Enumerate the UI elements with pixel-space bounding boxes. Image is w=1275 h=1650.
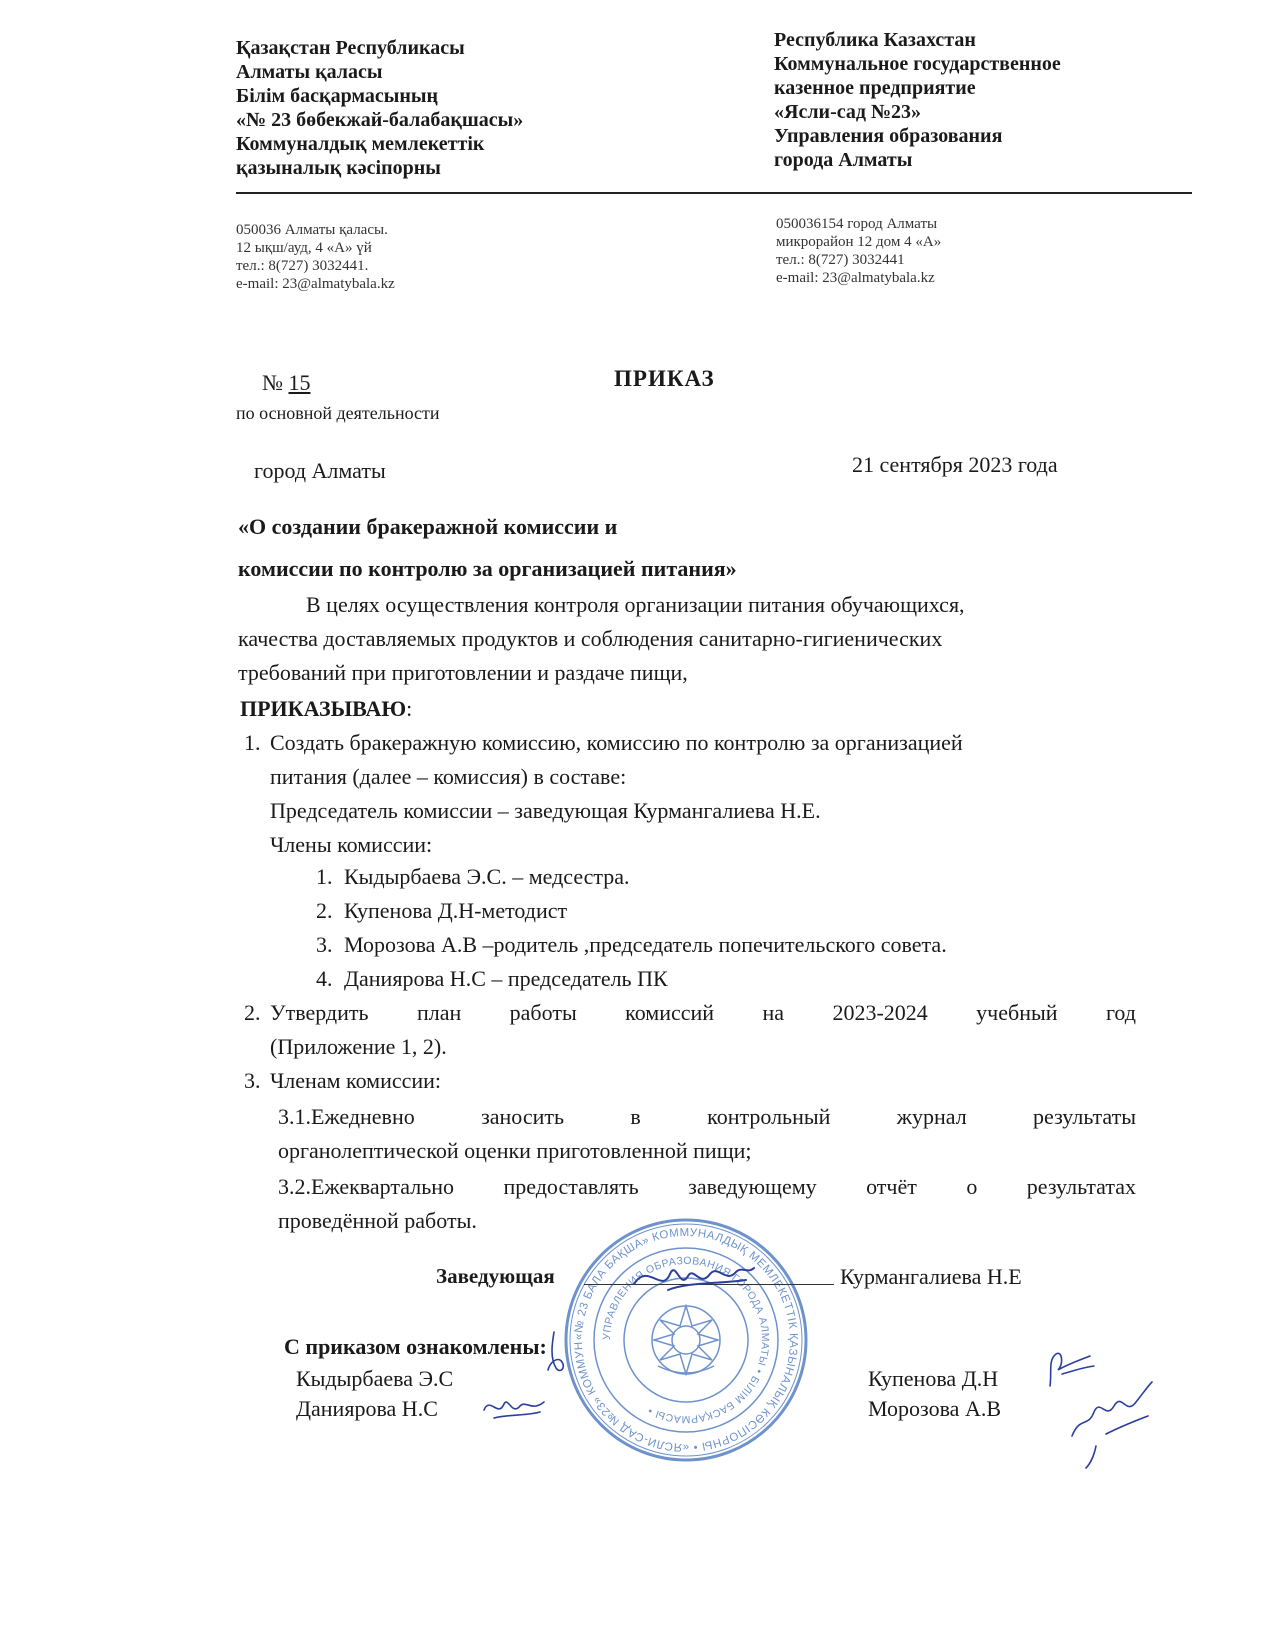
item-1-line2: питания (далее – комиссия) в составе: <box>270 764 627 789</box>
item-3-1-line2: органолептической оценки приготовленной пищи; <box>278 1138 752 1163</box>
signature-morozova <box>1066 1376 1156 1472</box>
signature-name: Курмангалиева Н.Е <box>840 1264 1022 1289</box>
order-word <box>240 692 412 726</box>
address-ru-line: микрорайон 12 дом 4 «А» <box>776 234 942 250</box>
stamp-outer-text: «№ 23 БАЛА БАҚША» КОММУНАЛДЫҚ МЕМЛЕКЕТТІК ҚАЗЫНАЛЫҚ КӘСІПОРНЫ • «ЯСЛИ-САД №23» КОММУНАЛЬНОЕ ГОСУДАРСТВЕННОЕ КАЗЕННОЕ ПРЕДПРИЯТИЕ • <box>557 1207 800 1454</box>
acknowledged-person: Морозова А.В <box>868 1396 1001 1421</box>
address-kz-line: 050036 Алматы қаласы. <box>236 222 388 238</box>
item-2-line1: Утвердить план работы комиссий на 2023-2024 учебный год <box>270 1000 1136 1025</box>
member-item <box>316 860 947 894</box>
item-3-text: Членам комиссии: <box>270 1068 442 1093</box>
members-list <box>316 860 947 996</box>
acknowledged-left <box>296 1364 453 1424</box>
member-number: 1. <box>316 864 333 889</box>
address-ru <box>776 215 941 287</box>
emblem-icon <box>652 1306 720 1374</box>
preamble-line2: качества доставляемых продуктов и соблюдения санитарно-гигиенических <box>238 626 943 651</box>
member-number: 4. <box>316 966 333 991</box>
stamp-inner-text: УПРАВЛЕНИЯ ОБРАЗОВАНИЯ ГОРОДА АЛМАТЫ • БІЛІМ БАСҚАРМАСЫ • <box>600 1254 772 1426</box>
header-ru-line: Коммунальное государственное <box>774 53 1061 75</box>
header-kz-line: қазыналық кәсіпорны <box>236 157 441 179</box>
acknowledged-person: Даниярова Н.С <box>296 1396 438 1421</box>
header-kz-line: Алматы қаласы <box>236 61 383 83</box>
member-item <box>316 894 947 928</box>
header-kz-line: Қазақстан Республикасы <box>236 37 465 59</box>
header-ru-line: Республика Казахстан <box>774 29 976 51</box>
preamble-line1: В целях осуществления контроля организации питания обучающихся, <box>306 592 965 617</box>
order-date: 21 сентября 2023 года <box>852 452 1058 477</box>
member-text: Купенова Д.Н-методист <box>344 898 568 923</box>
header-ru-line: «Ясли-сад №23» <box>774 101 922 123</box>
order-subject-line1: «О создании бракеражной комиссии и <box>238 514 618 539</box>
header-divider <box>236 192 1192 194</box>
item-3-2-line2: проведённой работы. <box>278 1208 477 1233</box>
header-kz <box>236 36 523 180</box>
member-text: Кыдырбаева Э.С. – медсестра. <box>344 864 630 889</box>
committee-chair: Председатель комиссии – заведующая Курмангалиева Н.Е. <box>270 798 821 823</box>
signature-kydyrbaeva <box>542 1328 572 1376</box>
address-ru-line: тел.: 8(727) 3032441 <box>776 252 905 268</box>
order-number-value: 15 <box>288 370 311 395</box>
order-city: город Алматы <box>254 458 386 483</box>
address-kz-line: тел.: 8(727) 3032441. <box>236 258 369 274</box>
header-kz-line: «№ 23 бөбекжай-балабақшасы» <box>236 109 524 131</box>
order-subject-line2: комиссии по контролю за организацией питания» <box>238 556 737 581</box>
item-3-2-line1: 3.2.Ежеквартально предоставлять заведующему отчёт о результатах <box>278 1174 1136 1199</box>
item-1-number: 1. <box>244 730 261 755</box>
acknowledged-person: Кыдырбаева Э.С <box>296 1366 454 1391</box>
acknowledged-label: С приказом ознакомлены: <box>284 1334 547 1359</box>
order-word-colon: : <box>406 696 413 721</box>
member-item <box>316 962 947 996</box>
header-ru <box>774 28 1061 172</box>
member-number: 3. <box>316 932 333 957</box>
item-3 <box>244 1064 441 1098</box>
item-3-number: 3. <box>244 1068 261 1093</box>
address-kz-line: e-mail: 23@almatybala.kz <box>236 276 395 292</box>
director-signature <box>628 1254 758 1302</box>
item-2-line2: (Приложение 1, 2). <box>270 1034 447 1059</box>
address-kz <box>236 221 395 293</box>
item-1-line1: Создать бракеражную комиссию, комиссию по контролю за организацией <box>270 730 963 755</box>
order-title: ПРИКАЗ <box>614 366 715 391</box>
address-ru-line: 050036154 город Алматы <box>776 216 938 232</box>
member-text: Даниярова Н.С – председатель ПК <box>344 966 668 991</box>
order-word-text: ПРИКАЗЫВАЮ <box>240 696 407 721</box>
item-1 <box>244 726 1134 760</box>
preamble-line3: требований при приготовлении и раздаче пищи, <box>238 660 688 685</box>
members-label: Члены комиссии: <box>270 832 433 857</box>
signature-stroke <box>634 1268 754 1290</box>
order-number <box>262 370 311 396</box>
acknowledged-right <box>868 1364 1001 1424</box>
acknowledged-person: Купенова Д.Н <box>868 1366 999 1391</box>
item-2-number: 2. <box>244 1000 261 1025</box>
item-3-1-line1: 3.1.Ежедневно заносить в контрольный журнал результаты <box>278 1104 1136 1129</box>
member-number: 2. <box>316 898 333 923</box>
header-ru-line: казенное предприятие <box>774 77 976 99</box>
signature-role: Заведующая <box>436 1264 555 1288</box>
signature-daniyarova <box>480 1390 550 1424</box>
member-text: Морозова А.В –родитель ,председатель попечительского совета. <box>344 932 947 957</box>
order-number-prefix: № <box>262 370 283 395</box>
order-type: по основной деятельности <box>236 403 440 423</box>
header-kz-line: Білім басқармасының <box>236 85 439 107</box>
address-ru-line: e-mail: 23@almatybala.kz <box>776 270 935 286</box>
member-item <box>316 928 947 962</box>
header-ru-line: Управления образования <box>774 125 1003 147</box>
address-kz-line: 12 ықш/ауд, 4 «А» үй <box>236 240 372 256</box>
header-kz-line: Коммуналдық мемлекеттік <box>236 133 485 155</box>
header-ru-line: города Алматы <box>774 149 913 171</box>
